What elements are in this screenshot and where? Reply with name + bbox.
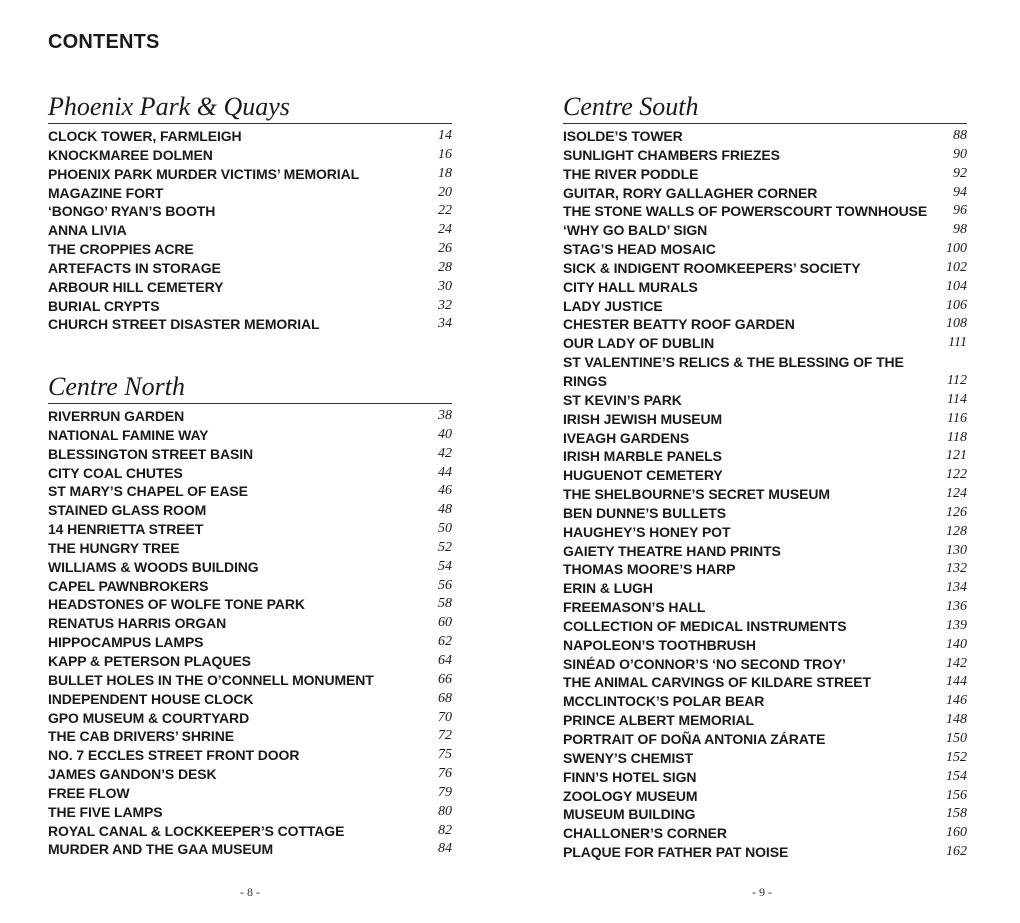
- entry-page-number: 130: [946, 542, 967, 558]
- entry-title: NAPOLEON’S TOOTHBRUSH: [563, 636, 756, 653]
- page-number-left: - 8 -: [240, 885, 260, 899]
- entry-title: CAPEL PAWNBROKERS: [48, 577, 209, 594]
- entry-page-number: 148: [946, 712, 967, 728]
- entry-page-number: 128: [946, 523, 967, 539]
- entry-page-number: 50: [438, 521, 452, 537]
- entry-title: FREEMASON’S HALL: [563, 599, 706, 616]
- toc-entry: [563, 410, 967, 429]
- entry-title: SWENY’S CHEMIST: [563, 749, 693, 766]
- section-title: Centre North: [48, 372, 185, 401]
- entry-title: HAUGHEY’S HONEY POT: [563, 523, 731, 540]
- entry-page-number: 26: [438, 241, 452, 257]
- entry-page-number: 48: [438, 502, 452, 518]
- entry-page-number: 46: [438, 483, 452, 499]
- entry-title: THE ANIMAL CARVINGS OF KILDARE STREET: [563, 674, 871, 691]
- toc-entry: [563, 466, 967, 485]
- entry-title: STAINED GLASS ROOM: [48, 502, 207, 519]
- toc-entry: [563, 221, 967, 240]
- toc-entry: [563, 542, 967, 561]
- toc-entry: [563, 447, 967, 466]
- toc-entry: [563, 787, 967, 806]
- entry-page-number: 106: [946, 297, 967, 313]
- entry-title: CLOCK TOWER, FARMLEIGH: [48, 128, 242, 144]
- toc-entry: [563, 127, 967, 146]
- toc-entry: [563, 655, 967, 674]
- entry-title: BULLET HOLES IN THE O’CONNELL MONUMENT: [48, 671, 374, 688]
- entry-page-number: 52: [438, 539, 452, 555]
- entry-title: THE CROPPIES ACRE: [48, 241, 194, 258]
- entry-page-number: 142: [946, 655, 967, 671]
- toc-entry: [563, 824, 967, 843]
- toc-entry: [48, 765, 452, 784]
- entry-title: RIVERRUN GARDEN: [48, 408, 185, 424]
- toc-entry: [48, 127, 452, 146]
- toc-entry: [48, 259, 452, 278]
- entry-page-number: 54: [438, 558, 452, 574]
- entry-page-number: 111: [948, 335, 967, 351]
- entry-page-number: 82: [438, 822, 452, 838]
- entry-page-number: 44: [438, 464, 452, 480]
- toc-entry: [563, 523, 967, 542]
- entry-title: ‘BONGO’ RYAN’S BOOTH: [48, 203, 216, 220]
- entry-title: ROYAL CANAL & LOCKKEEPER’S COTTAGE: [48, 822, 345, 839]
- entry-page-number: 116: [947, 410, 967, 426]
- toc-entry: [563, 391, 967, 410]
- entry-title: THE SHELBOURNE’S SECRET MUSEUM: [563, 486, 830, 503]
- toc-entry: [48, 464, 452, 483]
- entry-page-number: 102: [946, 259, 967, 275]
- entry-page-number: 112: [947, 372, 967, 388]
- toc-entry: [563, 805, 967, 824]
- entry-page-number: 122: [946, 467, 967, 483]
- entry-title: BEN DUNNE’S BULLETS: [563, 504, 726, 521]
- section-title: Phoenix Park & Quays: [48, 92, 290, 121]
- entry-title: THE RIVER PODDLE: [563, 165, 699, 182]
- entry-page-number: 60: [438, 615, 452, 631]
- toc-entry: [563, 334, 967, 353]
- entry-title: 14 HENRIETTA STREET: [48, 521, 204, 538]
- entry-page-number: 24: [438, 222, 452, 238]
- entry-title: GUITAR, RORY GALLAGHER CORNER: [563, 184, 818, 201]
- entry-title: ISOLDE’S TOWER: [563, 128, 683, 144]
- toc-entry: [563, 353, 967, 391]
- entry-page-number: 34: [438, 316, 452, 332]
- toc-entry: [48, 445, 452, 464]
- toc-entry: [48, 426, 452, 445]
- entry-title: THE STONE WALLS OF POWERSCOURT TOWNHOUSE: [563, 203, 928, 220]
- toc-entry: [48, 501, 452, 520]
- entry-page-number: 140: [946, 636, 967, 652]
- toc-entry: [563, 598, 967, 617]
- entry-title: CITY HALL MURALS: [563, 278, 698, 295]
- page-heading: CONTENTS: [48, 31, 160, 53]
- entry-title: JAMES GANDON’S DESK: [48, 766, 217, 783]
- toc-entry: [48, 315, 452, 334]
- entry-page-number: 94: [953, 184, 967, 200]
- toc-entry: [48, 577, 452, 596]
- entry-title: WILLIAMS & WOODS BUILDING: [48, 558, 259, 575]
- toc-entry: [48, 614, 452, 633]
- entry-page-number: 134: [946, 580, 967, 596]
- toc-entry: [563, 617, 967, 636]
- entry-title: THE CAB DRIVERS’ SHRINE: [48, 728, 234, 745]
- entry-list: [48, 127, 452, 334]
- entry-title: SINÉAD O’CONNOR’S ‘NO SECOND TROY’: [563, 655, 846, 672]
- entry-page-number: 32: [438, 297, 452, 313]
- toc-entry: [563, 485, 967, 504]
- entry-page-number: 156: [946, 787, 967, 803]
- toc-entry: [48, 278, 452, 297]
- entry-title: FREE FLOW: [48, 784, 130, 801]
- toc-entry: [48, 595, 452, 614]
- entry-page-number: 18: [438, 165, 452, 181]
- entry-page-number: 72: [438, 728, 452, 744]
- entry-title: PORTRAIT OF DOÑA ANTONIA ZÁRATE: [563, 731, 826, 747]
- entry-list: [48, 407, 452, 859]
- toc-entry: [563, 240, 967, 259]
- entry-page-number: 160: [946, 825, 967, 841]
- entry-title: ST KEVIN’S PARK: [563, 391, 682, 408]
- entry-title: ARBOUR HILL CEMETERY: [48, 278, 224, 295]
- entry-title: BLESSINGTON STREET BASIN: [48, 445, 254, 462]
- toc-entry: [48, 803, 452, 822]
- entry-title: FINN’S HOTEL SIGN: [563, 768, 697, 785]
- toc-entry: [563, 278, 967, 297]
- entry-page-number: 14: [438, 128, 452, 143]
- toc-entry: [48, 297, 452, 316]
- toc-entry: [563, 560, 967, 579]
- toc-entry: [563, 673, 967, 692]
- toc-entry: [48, 184, 452, 203]
- entry-title: RENATUS HARRIS ORGAN: [48, 615, 227, 632]
- entry-page-number: 108: [946, 316, 967, 332]
- entry-page-number: 162: [946, 844, 967, 860]
- entry-page-number: 144: [946, 674, 967, 690]
- toc-entry: [48, 784, 452, 803]
- entry-page-number: 42: [438, 445, 452, 461]
- entry-page-number: 132: [946, 561, 967, 577]
- toc-entry: [563, 749, 967, 768]
- entry-title: KNOCKMAREE DOLMEN: [48, 146, 213, 163]
- entry-title: HUGUENOT CEMETERY: [563, 467, 723, 484]
- entry-page-number: 68: [438, 690, 452, 706]
- toc-entry: [563, 768, 967, 787]
- entry-title: THE HUNGRY TREE: [48, 539, 180, 556]
- section-rule: [48, 123, 452, 124]
- entry-page-number: 152: [946, 749, 967, 765]
- entry-title: NO. 7 ECCLES STREET FRONT DOOR: [48, 747, 300, 764]
- entry-title: STAG’S HEAD MOSAIC: [563, 241, 716, 258]
- toc-entry: [563, 692, 967, 711]
- toc-entry: [48, 709, 452, 728]
- entry-page-number: 79: [438, 784, 452, 800]
- entry-page-number: 146: [946, 693, 967, 709]
- entry-title: KAPP & PETERSON PLAQUES: [48, 652, 251, 669]
- entry-page-number: 126: [946, 504, 967, 520]
- page-number-right: - 9 -: [752, 885, 772, 899]
- entry-title: IRISH JEWISH MUSEUM: [563, 410, 723, 427]
- toc-entry: [48, 822, 452, 841]
- toc-entry: [48, 407, 452, 426]
- toc-entry: [48, 539, 452, 558]
- entry-title: ‘WHY GO BALD’ SIGN: [563, 222, 708, 239]
- entry-title: NATIONAL FAMINE WAY: [48, 426, 209, 443]
- entry-title: THOMAS MOORE’S HARP: [563, 561, 736, 578]
- entry-title: THE FIVE LAMPS: [48, 803, 163, 820]
- toc-entry: [48, 558, 452, 577]
- entry-page-number: 62: [438, 634, 452, 650]
- entry-title: ST MARY’S CHAPEL OF EASE: [48, 483, 248, 500]
- entry-page-number: 114: [947, 391, 967, 407]
- entry-page-number: 22: [438, 203, 452, 219]
- toc-entry: [48, 240, 452, 259]
- entry-page-number: 76: [438, 766, 452, 782]
- entry-page-number: 84: [438, 841, 452, 857]
- entry-page-number: 90: [953, 146, 967, 162]
- entry-page-number: 104: [946, 278, 967, 294]
- entry-title: COLLECTION OF MEDICAL INSTRUMENTS: [563, 617, 847, 634]
- entry-page-number: 158: [946, 806, 967, 822]
- entry-title: ARTEFACTS IN STORAGE: [48, 259, 221, 276]
- entry-title: SUNLIGHT CHAMBERS FRIEZES: [563, 146, 780, 163]
- toc-entry: [563, 429, 967, 448]
- entry-page-number: 75: [438, 747, 452, 763]
- toc-entry: [48, 202, 452, 221]
- toc-entry: [48, 221, 452, 240]
- toc-entry: [563, 843, 967, 862]
- entry-page-number: 124: [946, 486, 967, 502]
- toc-entry: [48, 146, 452, 165]
- entry-title: GAIETY THEATRE HAND PRINTS: [563, 542, 781, 559]
- entry-title: OUR LADY OF DUBLIN: [563, 335, 715, 352]
- toc-entry: [563, 636, 967, 655]
- entry-page-number: 30: [438, 278, 452, 294]
- toc-entry: [563, 165, 967, 184]
- section-rule: [48, 403, 452, 404]
- toc-entry: [563, 730, 967, 749]
- toc-entry: [48, 652, 452, 671]
- toc-entry: [563, 146, 967, 165]
- entry-page-number: 98: [953, 222, 967, 238]
- entry-title: LADY JUSTICE: [563, 297, 663, 314]
- toc-entry: [48, 840, 452, 859]
- toc-entry: [48, 727, 452, 746]
- entry-title: GPO MUSEUM & COURTYARD: [48, 709, 250, 726]
- entry-title: ANNA LIVIA: [48, 222, 127, 239]
- entry-page-number: 121: [946, 448, 967, 464]
- toc-entry: [48, 165, 452, 184]
- entry-title: CHURCH STREET DISASTER MEMORIAL: [48, 316, 320, 333]
- entry-title: CHALLONER’S CORNER: [563, 825, 727, 842]
- toc-entry: [48, 520, 452, 539]
- toc-entry: [563, 579, 967, 598]
- entry-page-number: 92: [953, 165, 967, 181]
- entry-title: BURIAL CRYPTS: [48, 297, 160, 314]
- entry-page-number: 100: [946, 241, 967, 257]
- entry-page-number: 38: [438, 408, 452, 423]
- entry-title: MCCLINTOCK’S POLAR BEAR: [563, 693, 765, 710]
- entry-title: MAGAZINE FORT: [48, 184, 164, 201]
- entry-page-number: 56: [438, 577, 452, 593]
- toc-entry: [48, 690, 452, 709]
- entry-page-number: 96: [953, 203, 967, 219]
- entry-page-number: 150: [946, 731, 967, 746]
- entry-page-number: 154: [946, 768, 967, 784]
- entry-page-number: 20: [438, 184, 452, 200]
- entry-title: IRISH MARBLE PANELS: [563, 448, 722, 465]
- entry-page-number: 80: [438, 803, 452, 819]
- toc-entry: [563, 504, 967, 523]
- entry-title: ZOOLOGY MUSEUM: [563, 787, 698, 804]
- entry-page-number: 139: [946, 617, 967, 633]
- entry-list: [563, 127, 967, 862]
- entry-title: HEADSTONES OF WOLFE TONE PARK: [48, 596, 305, 613]
- entry-title: HIPPOCAMPUS LAMPS: [48, 634, 204, 651]
- entry-title: MURDER AND THE GAA MUSEUM: [48, 841, 274, 858]
- entry-title: PRINCE ALBERT MEMORIAL: [563, 712, 754, 729]
- section-phoenix-park-quays: [48, 92, 452, 334]
- toc-entry: [48, 671, 452, 690]
- entry-title: INDEPENDENT HOUSE CLOCK: [48, 690, 254, 707]
- entry-page-number: 64: [438, 652, 452, 668]
- entry-page-number: 118: [947, 429, 967, 445]
- section-centre-south: [563, 92, 967, 862]
- entry-title: SICK & INDIGENT ROOMKEEPERS’ SOCIETY: [563, 259, 861, 276]
- entry-title: MUSEUM BUILDING: [563, 806, 696, 823]
- entry-page-number: 66: [438, 671, 452, 687]
- entry-title: CHESTER BEATTY ROOF GARDEN: [563, 316, 795, 333]
- entry-page-number: 58: [438, 596, 452, 612]
- entry-page-number: 136: [946, 599, 967, 615]
- toc-entry: [48, 482, 452, 501]
- entry-page-number: 70: [438, 709, 452, 725]
- entry-title: ST VALENTINE’S RELICS & THE BLESSING OF THE RINGS: [563, 354, 904, 389]
- entry-title: PLAQUE FOR FATHER PAT NOISE: [563, 844, 789, 861]
- section-rule: [563, 123, 967, 124]
- entry-title: IVEAGH GARDENS: [563, 429, 690, 446]
- entry-title: ERIN & LUGH: [563, 580, 653, 597]
- toc-entry: [563, 202, 967, 221]
- entry-page-number: 88: [953, 128, 967, 143]
- entry-page-number: 40: [438, 426, 452, 442]
- section-centre-north: [48, 372, 452, 859]
- entry-page-number: 28: [438, 259, 452, 275]
- toc-entry: [48, 746, 452, 765]
- section-title: Centre South: [563, 92, 699, 121]
- toc-entry: [563, 711, 967, 730]
- entry-title: PHOENIX PARK MURDER VICTIMS’ MEMORIAL: [48, 165, 360, 182]
- toc-entry: [563, 297, 967, 316]
- toc-entry: [563, 184, 967, 203]
- toc-entry: [563, 315, 967, 334]
- entry-title: CITY COAL CHUTES: [48, 464, 183, 481]
- toc-entry: [563, 259, 967, 278]
- entry-page-number: 16: [438, 146, 452, 162]
- toc-entry: [48, 633, 452, 652]
